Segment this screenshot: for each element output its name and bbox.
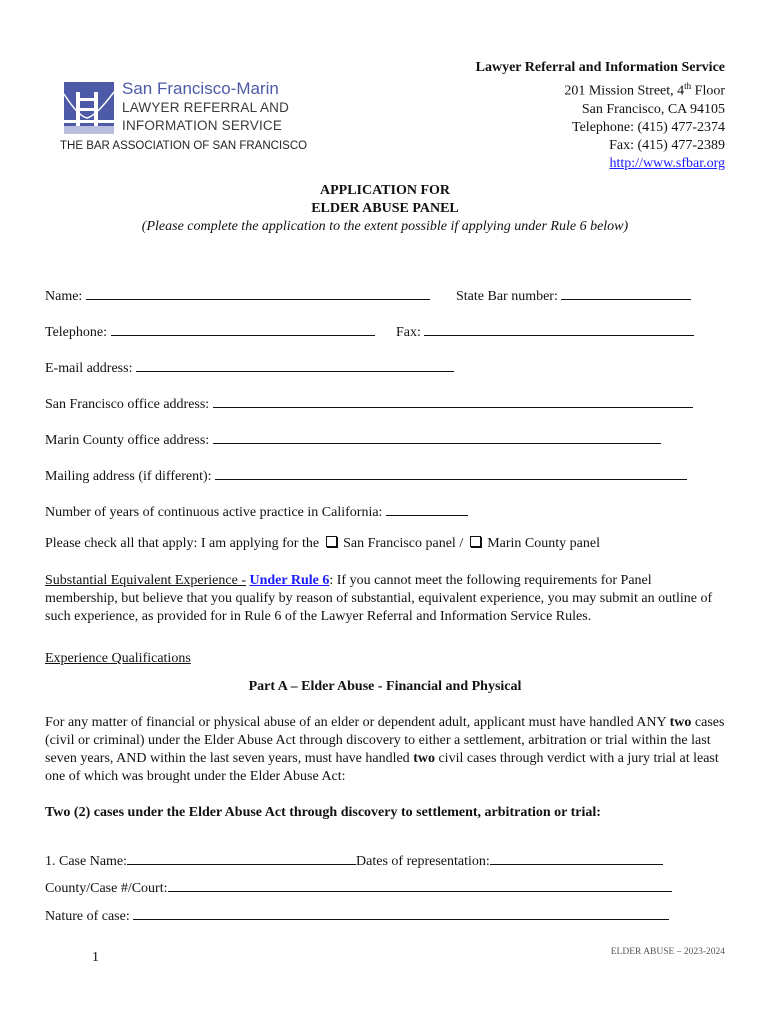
part-a-text-3: civil cases through verdict with a jury trial at least one of which was brought under the Elder Abuse Act: xyxy=(45,751,719,784)
part-a-two-2: two xyxy=(413,751,435,766)
telephone-number: Telephone: (415) 477-2374 xyxy=(572,119,725,135)
website-link[interactable]: http://www.sfbar.org xyxy=(609,155,725,171)
name-row xyxy=(45,285,430,305)
telephone-label: Telephone: xyxy=(45,325,107,340)
case1-dates-field[interactable] xyxy=(490,850,663,865)
case1-nature-row xyxy=(45,905,669,925)
logo-subtitle-2: INFORMATION SERVICE xyxy=(122,118,283,133)
email-row xyxy=(45,357,454,377)
case1-county-row xyxy=(45,877,672,897)
fax-label: Fax: xyxy=(396,325,421,340)
case1-name-field[interactable] xyxy=(127,850,356,865)
telephone-row xyxy=(45,321,375,341)
years-practice-label: Number of years of continuous active practice in California: xyxy=(45,505,383,520)
experience-heading: Experience Qualifications xyxy=(45,651,191,666)
rule6-colon: : xyxy=(329,573,334,588)
name-label: Name: xyxy=(45,289,83,304)
logo-bar-association: THE BAR ASSOCIATION OF SAN FRANCISCO xyxy=(60,140,308,152)
page-number: 1 xyxy=(92,950,99,965)
sf-office-label: San Francisco office address: xyxy=(45,397,210,412)
state-bar-field[interactable] xyxy=(561,285,691,300)
email-label: E-mail address: xyxy=(45,361,133,376)
years-practice-row xyxy=(45,501,468,521)
part-a-text-1: For any matter of financial or physical abuse of an elder or dependent adult, applicant must have handled ANY xyxy=(45,715,670,730)
panel-choice-prefix: Please check all that apply: I am applying for the xyxy=(45,536,320,551)
part-a-text-2: cases (civil or criminal) under the Elder Abuse Act through discovery to either a settlement, arbitration or trial within the last seven years, AND within the last seven years, must have handled xyxy=(45,715,725,766)
lris-logo xyxy=(60,78,308,158)
case1-name-row xyxy=(45,850,663,870)
marin-office-field[interactable] xyxy=(213,429,661,444)
marin-panel-checkbox[interactable] xyxy=(470,536,481,547)
part-a-heading: Part A – Elder Abuse - Financial and Physical xyxy=(248,679,522,694)
rule6-text: If you cannot meet the following requirements for Panel membership, but believe that you qualify by reason of substantial, equivalent experience, you may submit an outline of such experience, as provided for in Rule 6 of the Lawyer Referral and Information Service Rules. xyxy=(45,573,713,624)
mailing-row xyxy=(45,465,687,485)
case1-dates-label: Dates of representation: xyxy=(356,854,490,869)
organization-name: Lawyer Referral and Information Service xyxy=(475,60,725,75)
city-state-zip: San Francisco, CA 94105 xyxy=(581,101,725,117)
marin-panel-label: Marin County panel xyxy=(487,536,600,551)
case1-nature-label: Nature of case: xyxy=(45,909,130,924)
street-ordinal: th xyxy=(684,81,692,91)
case1-county-label: County/Case #/Court: xyxy=(45,881,168,896)
street-suffix: Floor xyxy=(691,83,725,99)
form-title-line2: ELDER ABUSE PANEL xyxy=(311,201,459,216)
sf-panel-checkbox[interactable] xyxy=(326,536,337,547)
rule6-link[interactable]: Under Rule 6 xyxy=(249,573,330,588)
case1-name-label: 1. Case Name: xyxy=(45,854,128,869)
fax-row xyxy=(396,321,694,341)
sf-office-row xyxy=(45,393,693,413)
case1-nature-field[interactable] xyxy=(133,905,669,920)
form-title-line1: APPLICATION FOR xyxy=(319,183,451,198)
part-a-paragraph xyxy=(45,714,725,786)
email-field[interactable] xyxy=(136,357,454,372)
name-field[interactable] xyxy=(86,285,430,300)
golden-gate-bridge-icon xyxy=(64,82,114,134)
marin-office-label: Marin County office address: xyxy=(45,433,210,448)
part-a-two-1: two xyxy=(669,715,692,730)
street-address xyxy=(476,77,725,101)
two-cases-heading: Two (2) cases under the Elder Abuse Act through discovery to settlement, arbitration or trial: xyxy=(45,805,601,820)
state-bar-label: State Bar number: xyxy=(456,289,558,304)
case1-county-field[interactable] xyxy=(168,877,672,892)
state-bar-row xyxy=(456,285,691,305)
marin-office-row xyxy=(45,429,661,449)
fax-field[interactable] xyxy=(424,321,694,336)
contact-block xyxy=(476,59,725,173)
rule6-paragraph xyxy=(45,572,725,626)
logo-title: San Francisco-Marin xyxy=(122,79,279,98)
panel-choice-row xyxy=(45,536,600,552)
logo-subtitle-1: LAWYER REFERRAL AND xyxy=(122,100,290,115)
fax-number: Fax: (415) 477-2389 xyxy=(609,137,725,153)
rule6-heading: Substantial Equivalent Experience - xyxy=(45,573,246,588)
mailing-label: Mailing address (if different): xyxy=(45,469,212,484)
form-subtitle: (Please complete the application to the extent possible if applying under Rule 6 below) xyxy=(141,219,629,234)
sf-panel-label: San Francisco panel / xyxy=(343,536,464,551)
footer-doc-label: ELDER ABUSE – 2023-2024 xyxy=(610,947,725,957)
street-text: 201 Mission Street, 4 xyxy=(564,83,685,99)
sf-office-field[interactable] xyxy=(213,393,693,408)
mailing-field[interactable] xyxy=(215,465,687,480)
years-practice-field[interactable] xyxy=(386,501,468,516)
telephone-field[interactable] xyxy=(111,321,375,336)
